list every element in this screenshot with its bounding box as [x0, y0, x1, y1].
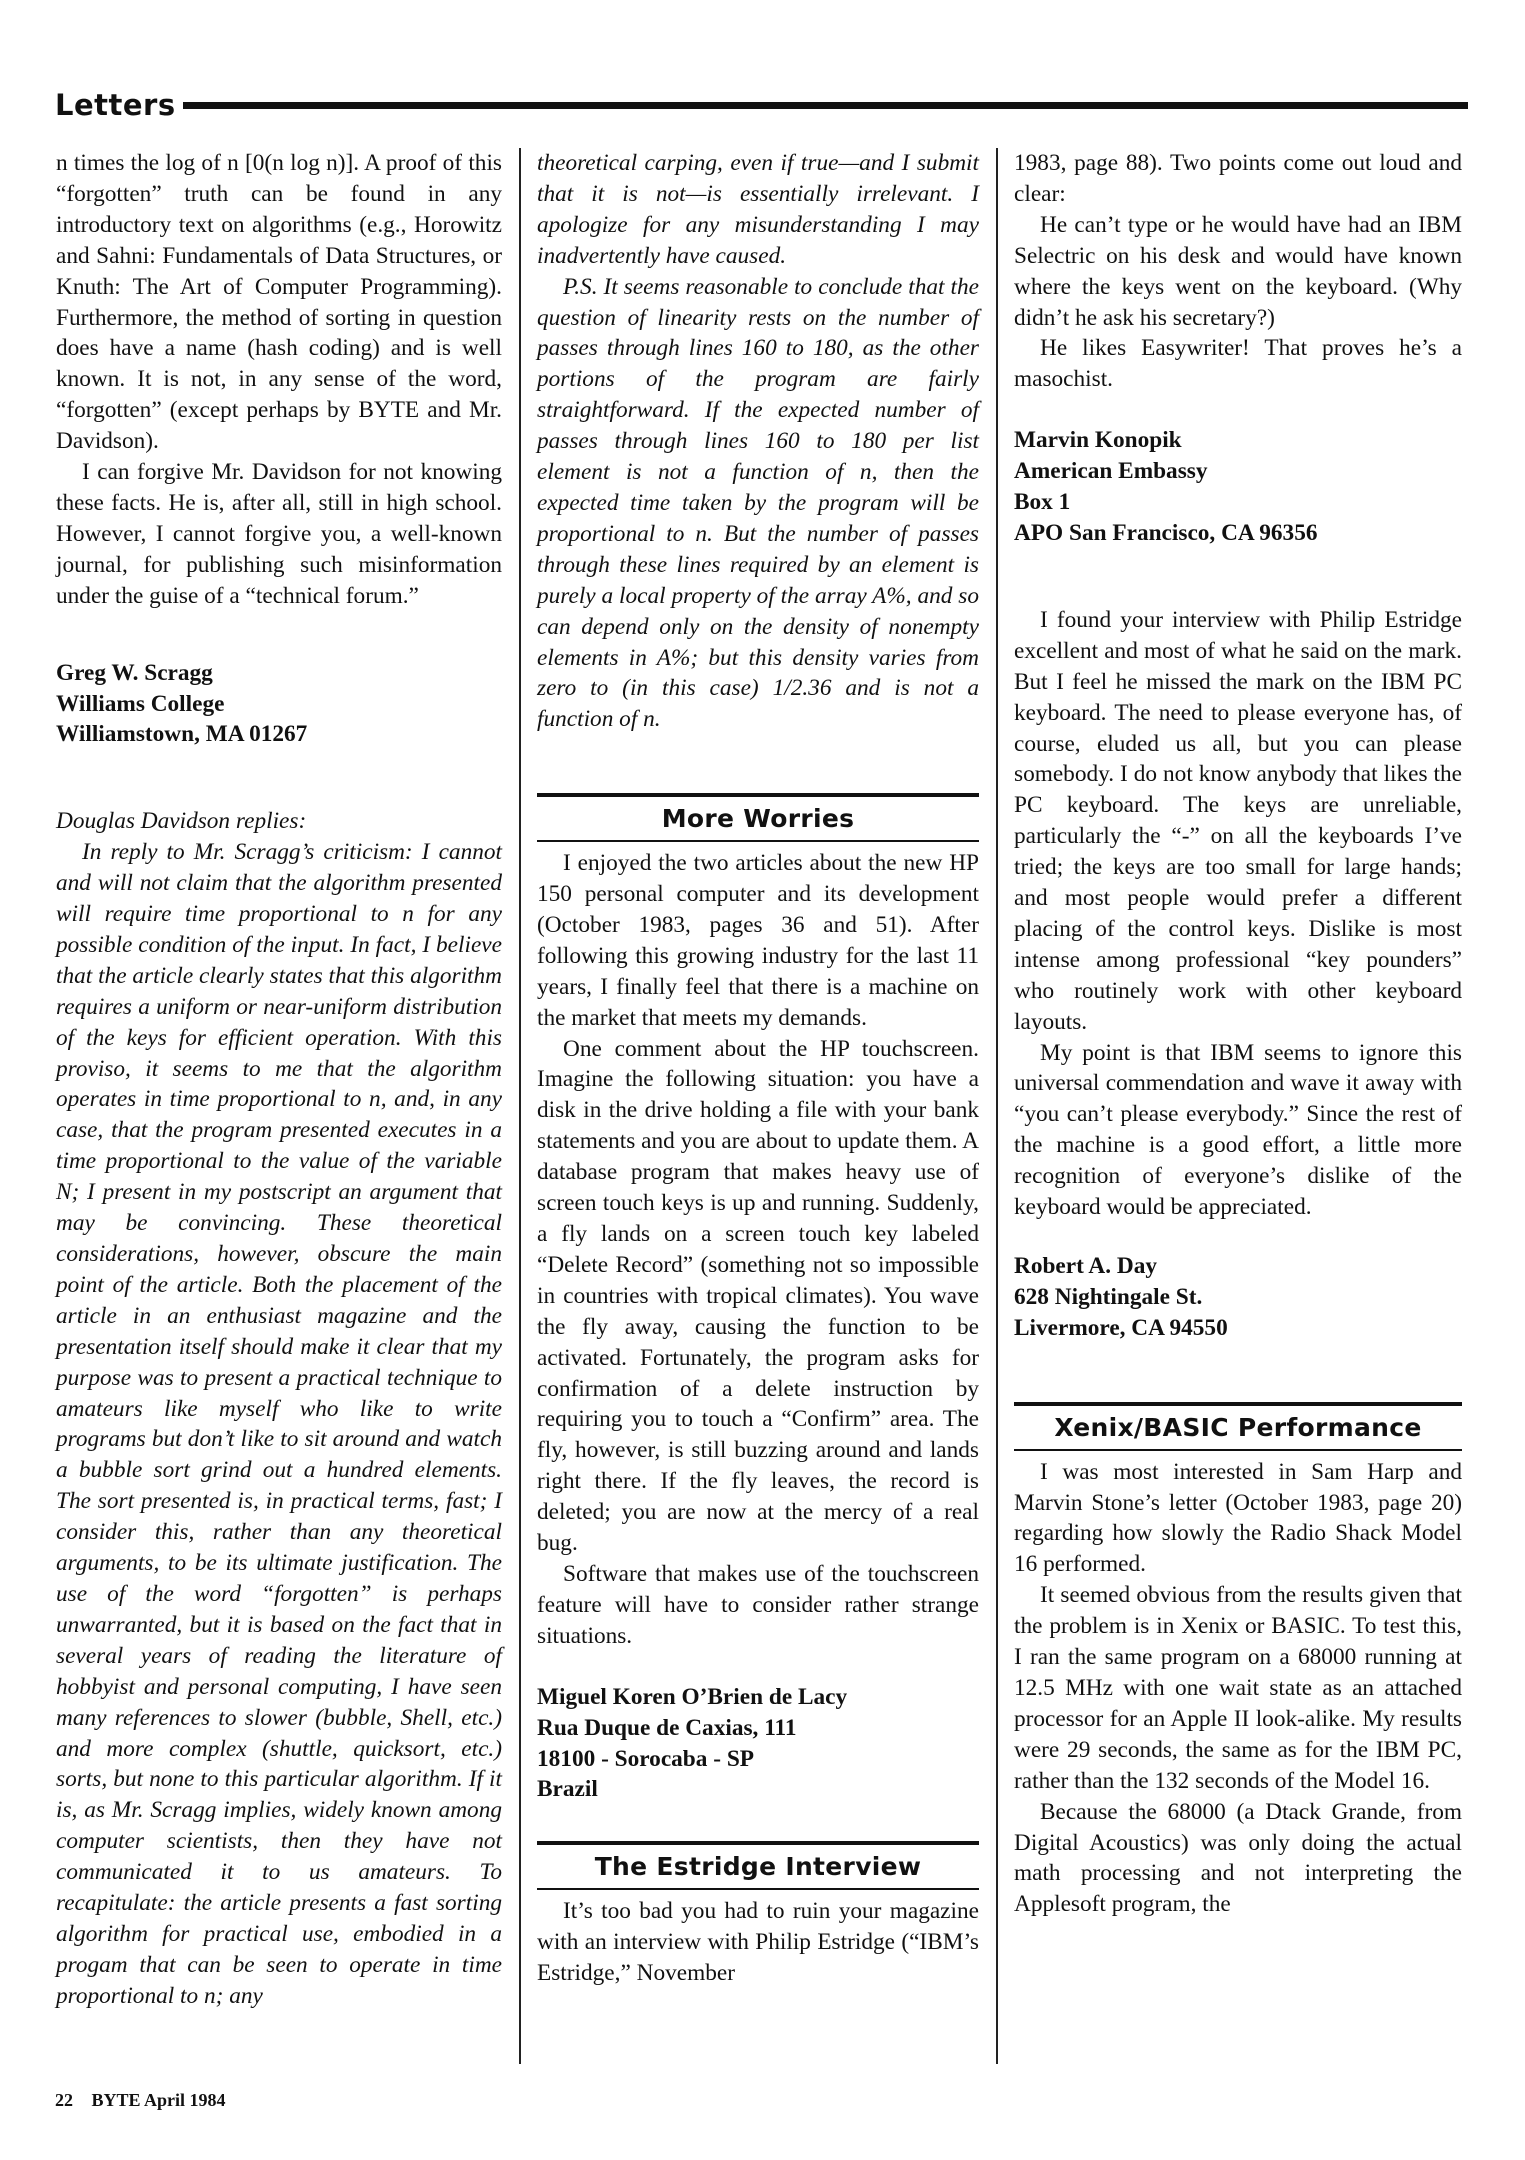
- section-heading-estridge-interview: The Estridge Interview: [537, 1841, 979, 1890]
- signature-line: 18100 - Sorocaba - SP: [537, 1745, 755, 1772]
- letter-paragraph: Software that makes use of the touchscreen feature will have to consider rather strange situations.: [537, 1560, 979, 1649]
- column-divider: [996, 148, 998, 2064]
- signature-line: Marvin Konopik: [1014, 427, 1182, 454]
- signature-line: Williamstown, MA 01267: [56, 721, 308, 748]
- letter-paragraph: n times the log of n [0(n log n)]. A proof of this “forgotten” truth can be found in any introductory text on algorithms (e.g., Horowitz and Sahni: Fundamentals of Data Structures, or Knuth: The Art of Computer Programming). Furthermore, the method of sorting in question does have a name (hash coding) and is well known. It is not, in any sense of the word, “forgotten” (except perhaps by BYTE and Mr. Davidson).: [56, 150, 502, 455]
- letter-paragraph: My point is that IBM seems to ignore this universal commendation and wave it away with “you can’t please everybody.” Since the rest of the machine is a good effort, a little more recognition of everyone’s dislike of the keyboard would be appreciated.: [1014, 1039, 1462, 1221]
- letter-paragraph: 1983, page 88). Two points come out loud and clear:: [1014, 150, 1462, 207]
- letter-paragraph: I enjoyed the two articles about the new HP 150 personal computer and its development (October 1983, pages 36 and 51). After following this growing industry for the last 11 years, I finally feel that there is a machine on the market that meets my demands.: [537, 850, 979, 1031]
- column-3: [1014, 148, 1462, 1920]
- column-2: [537, 148, 979, 1989]
- postscript-paragraph: P.S. It seems reasonable to conclude that the question of linearity rests on the number of passes through lines 160 to 180, as the other portions of the program are fairly straightforward. If the expected number of passes through lines 160 to 180 per list element is not a function of n, then the expected time taken by the program will be proportional to n. But the number of passes through these lines required by an element is purely a local property of the array A%, and so can depend only on the density of nonempty elements in A%; but this density varies from zero to (in this case) 1/2.36 and is not a function of n.: [537, 273, 979, 733]
- signature-line: APO San Francisco, CA 96356: [1014, 519, 1318, 546]
- section-heading-more-worries: More Worries: [537, 793, 979, 842]
- signature-line: Brazil: [537, 1776, 598, 1803]
- section-title: Letters: [55, 88, 176, 122]
- letter-paragraph: It seemed obvious from the results given that the problem is in Xenix or BASIC. To test this, I ran the same program on a 68000 running at 12.5 MHz with one wait state as an attached processor for an Apple II look-alike. My results were 29 seconds, the same as for the IBM PC, rather than the 132 seconds of the Model 16.: [1014, 1582, 1462, 1794]
- column-divider: [519, 148, 521, 2064]
- header-rule: [183, 102, 1468, 109]
- signature-line: Box 1: [1014, 489, 1071, 516]
- signature-line: Greg W. Scragg: [56, 659, 213, 686]
- reply-paragraph: theoretical carping, even if true—and I submit that it is not—is essentially irrelevant. I apologize for any misunderstanding I may inadvertently have caused.: [537, 150, 979, 269]
- letter-paragraph: Because the 68000 (a Dtack Grande, from Digital Acoustics) was only doing the actual math processing and not interpreting the Applesoft program, the: [1014, 1798, 1462, 1918]
- signature-line: Livermore, CA 94550: [1014, 1314, 1228, 1341]
- letter-paragraph: One comment about the HP touchscreen. Imagine the following situation: you have a disk in the drive holding a file with your bank statements and you are about to update them. A database program that makes heavy use of screen touch keys is up and running. Suddenly, a fly lands on a screen touch key labeled “Delete Record” (something not so impossible in countries with tropical climates). You wave the fly away, causing the function to be activated. Fortunately, the program asks for confirmation of a delete instruction by requiring you to touch a “Confirm” area. The fly, however, is still buzzing around and lands right there. If the fly leaves, the record is deleted; you are now at the mercy of a real bug.: [537, 1035, 979, 1557]
- page-number: 22: [55, 2090, 73, 2110]
- signature-line: Williams College: [56, 690, 225, 717]
- signature-line: Rua Duque de Caxias, 111: [537, 1714, 797, 1741]
- letter-paragraph: I found your interview with Philip Estridge excellent and most of what he said on the mark. But I feel he missed the mark on the IBM PC keyboard. The need to please everyone has, of course, eluded us all, but you can please somebody. I do not know anybody that likes the PC keyboard. The keys are unreliable, particularly the “-” on all the keyboards I’ve tried; the keys are too small for large hands; and most people would prefer a different placing of the control keys. Dislike is most intense among professional “key pounders” who routinely work with other keyboard layouts.: [1014, 606, 1462, 1035]
- reply-paragraph: In reply to Mr. Scragg’s criticism: I cannot and will not claim that the algorithm presented will require time proportional to n for any possible condition of the input. In fact, I believe that the article clearly states that this algorithm requires a uniform or near-uniform distribution of the keys for efficient operation. With this proviso, it seems to me that the algorithm operates in time proportional to n, and, in any case, that the program presented executes in a time proportional to the value of the variable N; I present in my postscript an argument that may be convincing. These theoretical considerations, however, obscure the main point of the article. Both the placement of the article in an enthusiast magazine and the presentation itself should make it clear that my purpose was to present a practical technique to amateurs like myself who like to write programs but don’t like to sit around and watch a bubble sort grind out a hundred elements. The sort presented is, in practical terms, fast; I consider this, rather than any theoretical arguments, to be its ultimate justification. The use of the word “forgotten” is perhaps unwarranted, but it is based on the fact that in several years of reading the literature of hobbyist and personal computing, I have seen many references to slower (bubble, Shell, etc.) and more complex (shuttle, quicksort, etc.) sorts, but none to this particular algorithm. If it is, as Mr. Scragg implies, widely known among computer scientists, then they have not communicated it to us amateurs. To recapitulate: the article presents a fast sorting algorithm for practical use, embodied in a progam that can be seen to operate in time proportional to n; any: [56, 839, 502, 2009]
- issue-label: BYTE April 1984: [91, 2090, 226, 2110]
- signature-line: Robert A. Day: [1014, 1253, 1158, 1279]
- letter-signature: [537, 1682, 979, 1806]
- signature-line: 628 Nightingale St.: [1014, 1283, 1203, 1310]
- signature-line: American Embassy: [1014, 458, 1208, 485]
- letter-signature: [1014, 425, 1462, 549]
- letter-signature: [56, 658, 502, 751]
- page-footer: [55, 2090, 240, 2111]
- letter-paragraph: I was most interested in Sam Harp and Marvin Stone’s letter (October 1983, page 20) regarding how slowly the Radio Shack Model 16 performed.: [1014, 1458, 1462, 1578]
- letter-paragraph: He can’t type or he would have had an IBM Selectric on his desk and would have known where the keys went on the keyboard. (Why didn’t he ask his secretary?): [1014, 211, 1462, 331]
- reply-heading: Douglas Davidson replies:: [56, 808, 307, 835]
- page-header: [55, 88, 1468, 128]
- signature-line: Miguel Koren O’Brien de Lacy: [537, 1683, 848, 1710]
- column-1: [56, 148, 502, 2012]
- letter-signature: [1014, 1251, 1462, 1344]
- letter-paragraph: It’s too bad you had to ruin your magazine with an interview with Philip Estridge (“IBM’s Estridge,” November: [537, 1898, 979, 1987]
- section-heading-xenix-basic: Xenix/BASIC Performance: [1014, 1402, 1462, 1451]
- letter-paragraph: I can forgive Mr. Davidson for not knowing these facts. He is, after all, still in high school. However, I cannot forgive you, a well-known journal, for publishing such misinformation under the guise of a “technical forum.”: [56, 459, 502, 609]
- letter-paragraph: He likes Easywriter! That proves he’s a masochist.: [1014, 335, 1462, 393]
